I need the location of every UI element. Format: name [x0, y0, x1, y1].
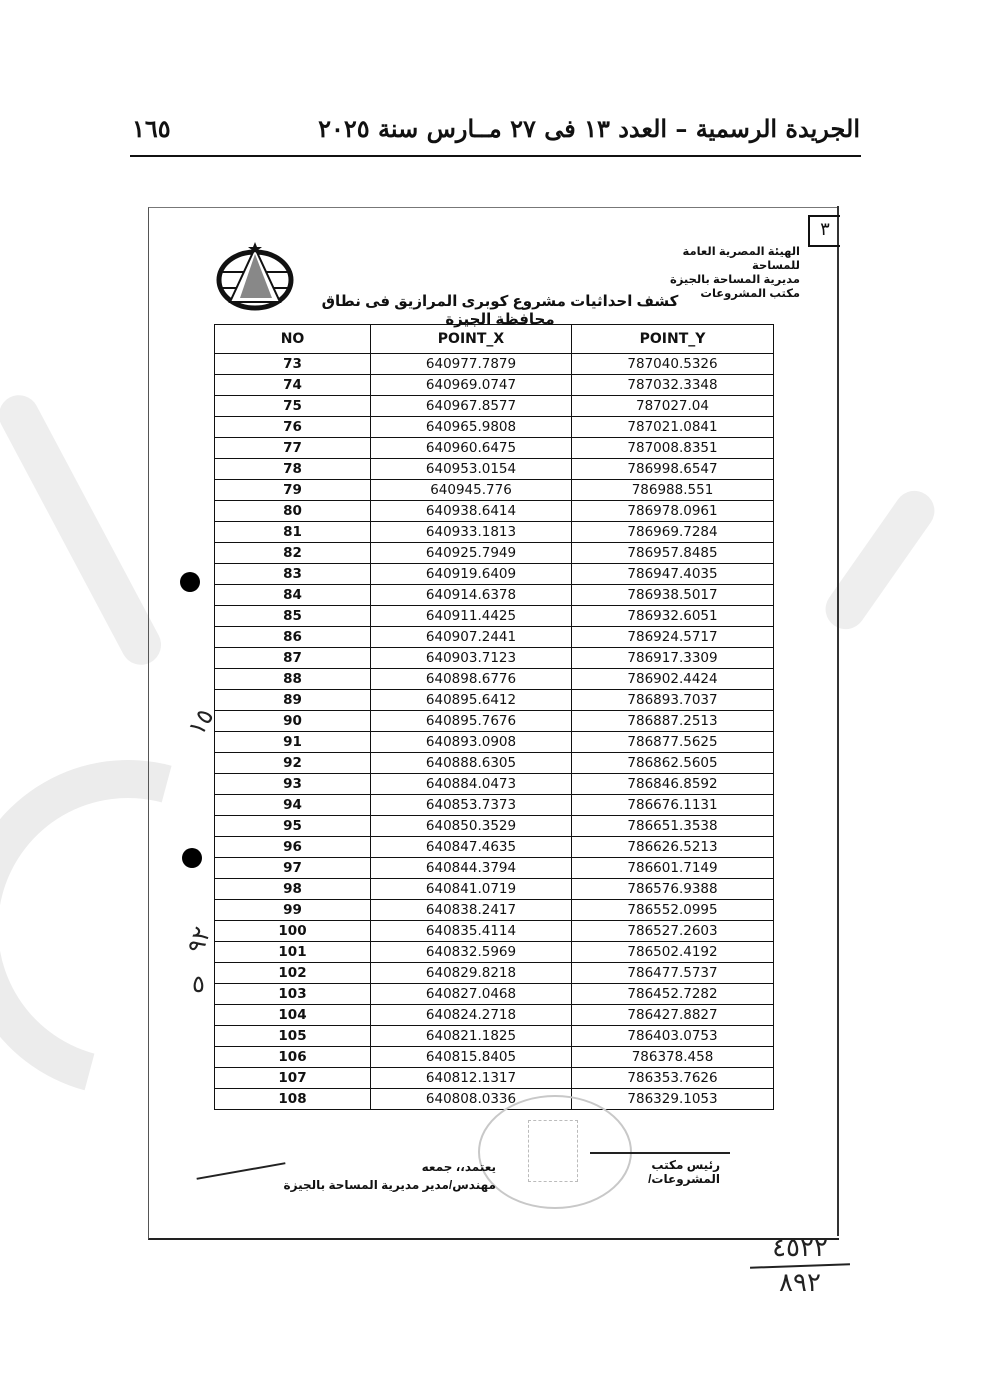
- point-y: 786902.4424: [572, 669, 774, 690]
- point-number: 76: [215, 417, 371, 438]
- table-row: [215, 606, 774, 627]
- document-title: كشف احداثيات مشروع كوبرى المرازيق فى نطاق محافظة الجيزة: [321, 293, 679, 328]
- point-y: 786917.3309: [572, 648, 774, 669]
- point-x: 640977.7879: [371, 354, 572, 375]
- table-row: [215, 564, 774, 585]
- signature-scribble: [590, 1152, 730, 1154]
- point-y: 786601.7149: [572, 858, 774, 879]
- point-x: 640853.7373: [371, 795, 572, 816]
- point-number: 101: [215, 942, 371, 963]
- point-x: 640914.6378: [371, 585, 572, 606]
- point-number: 88: [215, 669, 371, 690]
- point-y: 786353.7626: [572, 1068, 774, 1089]
- point-number: 93: [215, 774, 371, 795]
- table-row: [215, 1068, 774, 1089]
- table-row: [215, 396, 774, 417]
- point-x: 640945.776: [371, 480, 572, 501]
- point-number: 107: [215, 1068, 371, 1089]
- page-marker: ٣: [808, 215, 840, 247]
- point-y: 786862.5605: [572, 753, 774, 774]
- point-y: 786626.5213: [572, 837, 774, 858]
- point-x: 640838.2417: [371, 900, 572, 921]
- table-row: [215, 774, 774, 795]
- table-row: [215, 438, 774, 459]
- table-row: [215, 690, 774, 711]
- table-row: [215, 963, 774, 984]
- point-number: 82: [215, 543, 371, 564]
- point-x: 640884.0473: [371, 774, 572, 795]
- point-x: 640898.6776: [371, 669, 572, 690]
- point-y: 786893.7037: [572, 690, 774, 711]
- point-y: 786427.8827: [572, 1005, 774, 1026]
- projects-office-head-signature: [600, 1158, 720, 1186]
- point-y: 786887.2513: [572, 711, 774, 732]
- point-y: 786651.3538: [572, 816, 774, 837]
- point-y: 786938.5017: [572, 585, 774, 606]
- table-row: [215, 921, 774, 942]
- running-header: [132, 108, 860, 148]
- point-number: 81: [215, 522, 371, 543]
- point-number: 95: [215, 816, 371, 837]
- table-row: [215, 627, 774, 648]
- punch-hole: [180, 572, 200, 592]
- point-y: 787008.8351: [572, 438, 774, 459]
- point-x: 640911.4425: [371, 606, 572, 627]
- survey-authority-logo-icon: [210, 240, 300, 312]
- point-number: 86: [215, 627, 371, 648]
- point-y: 787021.0841: [572, 417, 774, 438]
- point-x: 640841.0719: [371, 879, 572, 900]
- point-x: 640907.2441: [371, 627, 572, 648]
- table-header-row: [215, 325, 774, 354]
- point-number: 94: [215, 795, 371, 816]
- watermark-shape: [0, 388, 168, 672]
- table-row: [215, 375, 774, 396]
- point-y: 786998.6547: [572, 459, 774, 480]
- point-x: 640895.6412: [371, 690, 572, 711]
- point-x: 640903.7123: [371, 648, 572, 669]
- approval-line: يعتمد،، جمعه: [421, 1160, 496, 1174]
- point-x: 640835.4114: [371, 921, 572, 942]
- fraction-denominator: ٨٩٢: [779, 1268, 821, 1298]
- point-x: 640933.1813: [371, 522, 572, 543]
- point-number: 96: [215, 837, 371, 858]
- table-row: [215, 900, 774, 921]
- point-y: 786378.458: [572, 1047, 774, 1068]
- point-x: 640960.6475: [371, 438, 572, 459]
- table-row: [215, 648, 774, 669]
- point-y: 787027.04: [572, 396, 774, 417]
- point-number: 78: [215, 459, 371, 480]
- point-number: 108: [215, 1089, 371, 1110]
- point-x: 640895.7676: [371, 711, 572, 732]
- point-y: 786477.5737: [572, 963, 774, 984]
- point-x: 640815.8405: [371, 1047, 572, 1068]
- point-y: 786957.8485: [572, 543, 774, 564]
- point-y: 786452.7282: [572, 984, 774, 1005]
- point-number: 97: [215, 858, 371, 879]
- table-row: [215, 1005, 774, 1026]
- table-row: [215, 984, 774, 1005]
- table-row: [215, 1047, 774, 1068]
- sheet-border: [837, 206, 839, 1236]
- point-y: 786676.1131: [572, 795, 774, 816]
- running-title: الجريدة الرسمية – العدد ١٣ فى ٢٧ مــارس سنة ٢٠٢٥: [318, 113, 860, 143]
- point-y: 786527.2603: [572, 921, 774, 942]
- point-x: 640847.4635: [371, 837, 572, 858]
- table-row: [215, 669, 774, 690]
- table-row: [215, 1089, 774, 1110]
- point-y: 786846.8592: [572, 774, 774, 795]
- table-row: [215, 522, 774, 543]
- table-row: [215, 753, 774, 774]
- point-x: 640969.0747: [371, 375, 572, 396]
- point-y: 787032.3348: [572, 375, 774, 396]
- approval-title: مهندس/مدير مديرية المساحة بالجيزة: [283, 1178, 496, 1192]
- point-number: 89: [215, 690, 371, 711]
- point-number: 102: [215, 963, 371, 984]
- point-number: 80: [215, 501, 371, 522]
- table-row: [215, 795, 774, 816]
- table-row: [215, 459, 774, 480]
- point-number: 74: [215, 375, 371, 396]
- point-number: 91: [215, 732, 371, 753]
- point-number: 106: [215, 1047, 371, 1068]
- point-y: 786877.5625: [572, 732, 774, 753]
- point-x: 640953.0154: [371, 459, 572, 480]
- table-row: [215, 732, 774, 753]
- point-x: 640888.6305: [371, 753, 572, 774]
- point-number: 105: [215, 1026, 371, 1047]
- point-y: 786978.0961: [572, 501, 774, 522]
- point-number: 84: [215, 585, 371, 606]
- point-y: 786924.5717: [572, 627, 774, 648]
- point-x: 640844.3794: [371, 858, 572, 879]
- point-y: 786932.6051: [572, 606, 774, 627]
- table-row: [215, 501, 774, 522]
- point-y: 786969.7284: [572, 522, 774, 543]
- table-row: [215, 942, 774, 963]
- point-y: 787040.5326: [572, 354, 774, 375]
- column-header-point-y: POINT_Y: [572, 325, 774, 354]
- point-y: 786329.1053: [572, 1089, 774, 1110]
- point-number: 103: [215, 984, 371, 1005]
- table-row: [215, 879, 774, 900]
- point-x: 640967.8577: [371, 396, 572, 417]
- table-row: [215, 585, 774, 606]
- approval-signature-block: [196, 1158, 496, 1194]
- handwritten-fraction: [750, 1233, 850, 1297]
- point-x: 640829.8218: [371, 963, 572, 984]
- header-rule: [130, 155, 861, 157]
- projects-office-title: رئيس مكتب المشروعات/: [648, 1158, 720, 1186]
- point-number: 83: [215, 564, 371, 585]
- page-number: ١٦٥: [132, 113, 171, 143]
- margin-handwriting: ٥: [192, 970, 205, 998]
- point-y: 786576.9388: [572, 879, 774, 900]
- point-number: 90: [215, 711, 371, 732]
- org-line: مكتب المشروعات: [700, 288, 800, 300]
- column-header-point-x: POINT_X: [371, 325, 572, 354]
- table-row: [215, 816, 774, 837]
- point-number: 73: [215, 354, 371, 375]
- point-y: 786403.0753: [572, 1026, 774, 1047]
- point-number: 87: [215, 648, 371, 669]
- point-y: 786502.4192: [572, 942, 774, 963]
- column-header-no: NO: [215, 325, 371, 354]
- point-y: 786552.0995: [572, 900, 774, 921]
- punch-hole: [182, 848, 202, 868]
- point-x: 640850.3529: [371, 816, 572, 837]
- point-number: 85: [215, 606, 371, 627]
- point-x: 640821.1825: [371, 1026, 572, 1047]
- point-number: 77: [215, 438, 371, 459]
- point-number: 99: [215, 900, 371, 921]
- margin-handwriting: ٩٢: [181, 923, 217, 957]
- table-row: [215, 837, 774, 858]
- margin-handwriting: ١٥: [182, 703, 220, 741]
- point-y: 786988.551: [572, 480, 774, 501]
- point-x: 640938.6414: [371, 501, 572, 522]
- table-row: [215, 480, 774, 501]
- point-x: 640824.2718: [371, 1005, 572, 1026]
- point-x: 640808.0336: [371, 1089, 572, 1110]
- point-number: 79: [215, 480, 371, 501]
- point-x: 640965.9808: [371, 417, 572, 438]
- point-x: 640832.5969: [371, 942, 572, 963]
- org-line: الهيئة المصرية العامة للمساحة: [682, 246, 800, 272]
- table-row: [215, 711, 774, 732]
- point-x: 640919.6409: [371, 564, 572, 585]
- coordinates-table: [214, 324, 774, 1110]
- table-row: [215, 1026, 774, 1047]
- point-x: 640925.7949: [371, 543, 572, 564]
- table-row: [215, 417, 774, 438]
- table-row: [215, 543, 774, 564]
- table-row: [215, 354, 774, 375]
- stamp-emblem: [528, 1120, 578, 1182]
- point-number: 92: [215, 753, 371, 774]
- point-number: 100: [215, 921, 371, 942]
- point-y: 786947.4035: [572, 564, 774, 585]
- point-x: 640827.0468: [371, 984, 572, 1005]
- fraction-numerator: ٤٥٢٢: [772, 1233, 828, 1263]
- point-number: 75: [215, 396, 371, 417]
- point-number: 104: [215, 1005, 371, 1026]
- org-line: مديرية المساحة بالجيزة: [669, 274, 800, 286]
- point-x: 640812.1317: [371, 1068, 572, 1089]
- table-row: [215, 858, 774, 879]
- point-number: 98: [215, 879, 371, 900]
- point-x: 640893.0908: [371, 732, 572, 753]
